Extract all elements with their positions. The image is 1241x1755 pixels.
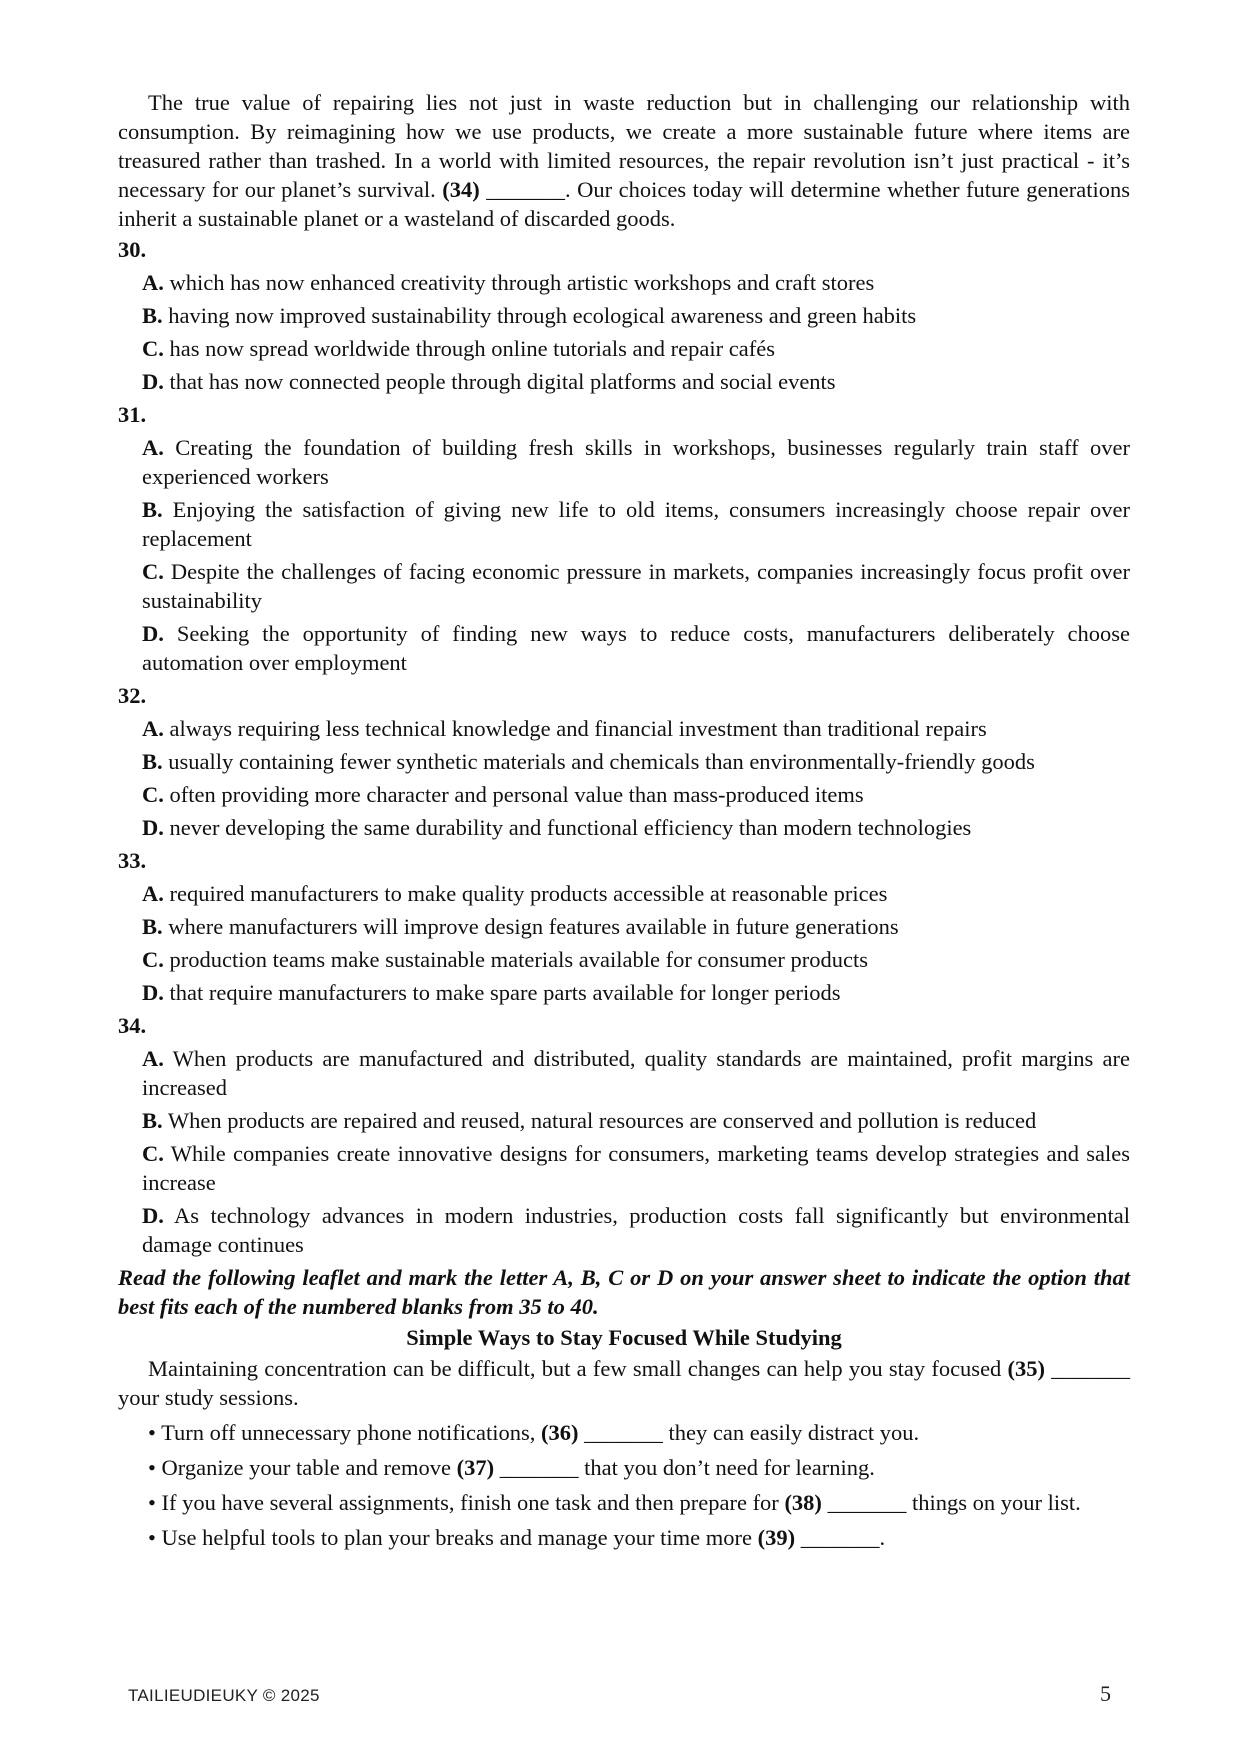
question-number: 34. (118, 1013, 147, 1038)
option-text: production teams make sustainable materials available for consumer products (163, 947, 869, 972)
document-page (118, 88, 1130, 1558)
option-item[interactable] (142, 367, 1130, 396)
option-letter: A. (142, 270, 164, 295)
option-text: Seeking the opportunity of finding new ways to reduce costs, manufacturers deliberately choose automation over employment (142, 621, 1130, 675)
bullet-text: • Turn off unnecessary phone notifications, (148, 1420, 542, 1445)
footer-brand: TAILIEUDIEUKY © 2025 (128, 1686, 320, 1705)
option-text: usually containing fewer synthetic materials and chemicals than environmentally-friendly goods (162, 749, 1035, 774)
option-text: where manufacturers will improve design features available in future generations (162, 914, 899, 939)
section-instruction: Read the following leaflet and mark the letter A, B, C or D on your answer sheet to indicate the option that best fits each of the numbered blanks from 35 to 40. (118, 1265, 1130, 1319)
option-text: Enjoying the satisfaction of giving new life to old items, consumers increasingly choose repair over replacement (142, 497, 1130, 551)
blank-number: (36) (541, 1420, 579, 1445)
leaflet-bullet (118, 1523, 1130, 1552)
blank-number: (37) (456, 1455, 495, 1480)
option-letter: B. (142, 749, 163, 774)
option-text: having now improved sustainability through ecological awareness and green habits (162, 303, 917, 328)
option-letter: B. (142, 1108, 163, 1133)
option-item[interactable] (142, 557, 1130, 615)
leaflet-bullet (118, 1418, 1130, 1447)
option-text: often providing more character and personal value than mass-produced items (163, 782, 864, 807)
option-letter: D. (142, 369, 164, 394)
bullet-text: _______ things on your list. (821, 1490, 1081, 1515)
question-number: 33. (118, 848, 147, 873)
option-text: When products are repaired and reused, natural resources are conserved and pollution is reduced (162, 1108, 1037, 1133)
bullet-text: _______ that you don’t need for learning. (494, 1455, 875, 1480)
option-item[interactable] (142, 747, 1130, 776)
option-item[interactable] (142, 1106, 1130, 1135)
blank-number: (35) (1007, 1356, 1046, 1381)
option-letter: D. (142, 1203, 164, 1228)
passage-text: The true value of repairing lies not just in waste reduction but in challenging our relationship with consumption. By reimagining how we use products, we create a more sustainable future where items are treasured rather than trashed. In a world with limited resources, the repair revolution isn’t just practical - it’s necessary for our planet’s survival. (118, 90, 1130, 202)
bullet-text: • If you have several assignments, finish one task and then prepare for (148, 1490, 785, 1515)
option-item[interactable] (142, 978, 1130, 1007)
option-item[interactable] (142, 1139, 1130, 1197)
option-letter: C. (142, 559, 164, 584)
leaflet-text: _______ your study sessions. (118, 1356, 1131, 1410)
option-letter: D. (142, 815, 164, 840)
question-number: 30. (118, 237, 147, 262)
option-item[interactable] (142, 334, 1130, 363)
leaflet-bullet (118, 1488, 1130, 1517)
leaflet-text: Maintaining concentration can be difficult, but a few small changes can help you stay focused (148, 1356, 1008, 1381)
option-letter: B. (142, 303, 163, 328)
bullet-text: _______. (795, 1525, 886, 1550)
option-letter: B. (142, 497, 163, 522)
option-letter: A. (142, 716, 164, 741)
option-text: required manufacturers to make quality products accessible at reasonable prices (163, 881, 888, 906)
passage-text: _______. Our choices today will determine whether future generations inherit a sustainable planet or a wasteland of discarded goods. (118, 177, 1130, 231)
option-letter: A. (142, 435, 164, 460)
option-letter: C. (142, 947, 164, 972)
bullet-text: _______ they can easily distract you. (578, 1420, 920, 1445)
option-item[interactable] (142, 301, 1130, 330)
option-letter: B. (142, 914, 163, 939)
option-item[interactable] (142, 495, 1130, 553)
option-text: always requiring less technical knowledge and financial investment than traditional repairs (163, 716, 987, 741)
option-letter: D. (142, 621, 164, 646)
passage-paragraph (118, 88, 1130, 233)
leaflet-bullet (118, 1453, 1130, 1482)
blank-number: (38) (784, 1490, 822, 1515)
option-item[interactable] (142, 945, 1130, 974)
option-item[interactable] (142, 433, 1130, 491)
bullet-text: • Organize your table and remove (148, 1455, 457, 1480)
option-item[interactable] (142, 879, 1130, 908)
option-letter: C. (142, 336, 164, 361)
page-number: 5 (1100, 1681, 1111, 1706)
option-item[interactable] (142, 268, 1130, 297)
option-item[interactable] (142, 1201, 1130, 1259)
leaflet-intro (118, 1354, 1130, 1412)
question-number: 32. (118, 683, 147, 708)
option-text: When products are manufactured and distributed, quality standards are maintained, profit margins are increased (142, 1046, 1130, 1100)
question-number: 31. (118, 402, 147, 427)
blank-number: (34) (442, 177, 480, 202)
option-letter: A. (142, 1046, 164, 1071)
option-item[interactable] (142, 619, 1130, 677)
bullet-text: • Use helpful tools to plan your breaks and manage your time more (148, 1525, 758, 1550)
option-item[interactable] (142, 912, 1130, 941)
option-letter: C. (142, 1141, 164, 1166)
option-text: that has now connected people through digital platforms and social events (163, 369, 836, 394)
option-item[interactable] (142, 780, 1130, 809)
option-letter: C. (142, 782, 164, 807)
option-text: has now spread worldwide through online tutorials and repair cafés (163, 336, 775, 361)
option-letter: A. (142, 881, 164, 906)
blank-number: (39) (757, 1525, 796, 1550)
option-text: which has now enhanced creativity through artistic workshops and craft stores (163, 270, 875, 295)
option-text: Creating the foundation of building fresh skills in workshops, businesses regularly train staff over experienced workers (142, 435, 1130, 489)
option-text: While companies create innovative designs for consumers, marketing teams develop strategies and sales increase (142, 1141, 1130, 1195)
option-text: never developing the same durability and functional efficiency than modern technologies (163, 815, 972, 840)
option-text: that require manufacturers to make spare parts available for longer periods (163, 980, 841, 1005)
option-item[interactable] (142, 714, 1130, 743)
option-text: Despite the challenges of facing economic pressure in markets, companies increasingly focus profit over sustainability (142, 559, 1130, 613)
option-text: As technology advances in modern industries, production costs fall significantly but environmental damage continues (142, 1203, 1130, 1257)
option-item[interactable] (142, 1044, 1130, 1102)
leaflet-title: Simple Ways to Stay Focused While Studying (406, 1325, 842, 1350)
option-letter: D. (142, 980, 164, 1005)
option-item[interactable] (142, 813, 1130, 842)
